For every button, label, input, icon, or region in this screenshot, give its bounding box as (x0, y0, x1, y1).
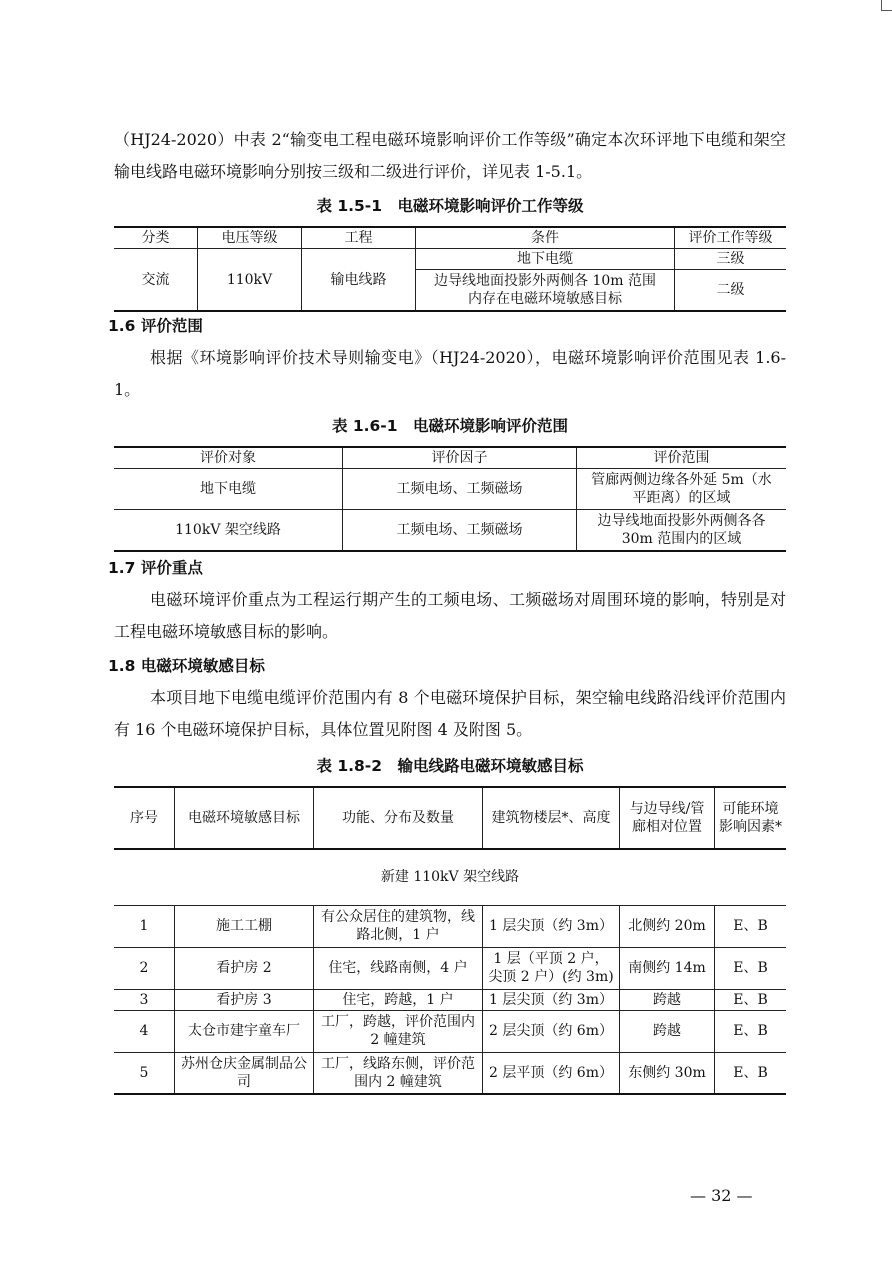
floors-cell: 1 层（平顶 2 户，尖顶 2 户）(约 3m) (483, 947, 620, 989)
header-cell: 评价工作等级 (675, 227, 787, 249)
function-cell: 工厂，跨越，评价范围内 2 幢建筑 (314, 1010, 483, 1052)
table-row (114, 905, 786, 947)
header-cell: 建筑物楼层*、高度 (483, 787, 620, 849)
table-row (114, 249, 786, 270)
floors-cell: 1 层尖顶（约 3m） (483, 989, 620, 1010)
object-cell: 110kV 架空线路 (114, 510, 343, 552)
table1-caption: 表 1.5-1 电磁环境影响评价工作等级 (316, 197, 584, 215)
function-cell: 住宅，跨越，1 户 (314, 989, 483, 1010)
table-row (114, 1010, 786, 1052)
table-row (114, 510, 786, 552)
intro-paragraph: （HJ24-2020）中表 2“输变电工程电磁环境影响评价工作等级”确定本次环评地下电缆和架空输电线路电磁环境影响分别按三级和二级进行评价，详见表 1-5.1。 (114, 130, 786, 181)
floors-cell: 2 层尖顶（约 6m） (483, 1010, 620, 1052)
condition-cell: 边导线地面投影外两侧各 10m 范围内存在电磁环境敏感目标 (416, 270, 675, 312)
table-row (114, 469, 786, 510)
no-cell: 1 (114, 905, 175, 947)
table-row (114, 1052, 786, 1094)
factor-cell: E、B (715, 1010, 787, 1052)
header-cell: 条件 (416, 227, 675, 249)
position-cell: 北侧约 20m (620, 905, 715, 947)
section-heading-1-8: 1.8 电磁环境敏感目标 (108, 657, 265, 675)
factor-cell: 工频电场、工频磁场 (343, 510, 577, 552)
header-cell: 可能环境影响因素* (715, 787, 787, 849)
position-cell: 跨越 (620, 989, 715, 1010)
table-header-row (114, 447, 786, 469)
floors-cell: 1 层尖顶（约 3m） (483, 905, 620, 947)
function-cell: 工厂，线路东侧，评价范围内 2 幢建筑 (314, 1052, 483, 1094)
header-cell: 评价范围 (577, 447, 787, 469)
no-cell: 3 (114, 989, 175, 1010)
range-cell: 管廊两侧边缘各外延 5m（水平距离）的区域 (577, 469, 787, 510)
floors-cell: 2 层平顶（约 6m） (483, 1052, 620, 1094)
section-heading-1-7: 1.7 评价重点 (108, 559, 203, 577)
page-number: — 32 — (690, 1186, 753, 1205)
project-cell: 输电线路 (302, 249, 416, 312)
object-cell: 地下电缆 (114, 469, 343, 510)
no-cell: 2 (114, 947, 175, 989)
factor-cell: E、B (715, 1052, 787, 1094)
table-group-row (114, 849, 786, 905)
position-cell: 南侧约 14m (620, 947, 715, 989)
function-cell: 住宅，线路南侧，4 户 (314, 947, 483, 989)
header-cell: 评价因子 (343, 447, 577, 469)
table3-caption: 表 1.8-2 输电线路电磁环境敏感目标 (316, 757, 584, 775)
target-cell: 看护房 3 (175, 989, 314, 1010)
no-cell: 5 (114, 1052, 175, 1094)
target-cell: 太仓市建宇童车厂 (175, 1010, 314, 1052)
grade-cell: 三级 (675, 249, 787, 270)
target-cell: 施工工棚 (175, 905, 314, 947)
group-label-cell: 新建 110kV 架空线路 (114, 849, 786, 905)
header-cell: 分类 (114, 227, 198, 249)
table-assessment-grade (114, 226, 786, 312)
section17-paragraph: 电磁环境评价重点为工程运行期产生的工频电场、工频磁场对周围环境的影响，特别是对工程电磁环境敏感目标的影响。 (114, 590, 786, 641)
target-cell: 苏州仓庆金属制品公司 (175, 1052, 314, 1094)
header-cell: 工程 (302, 227, 416, 249)
page-corner-mark (881, 0, 892, 11)
factor-cell: 工频电场、工频磁场 (343, 469, 577, 510)
table-assessment-range (114, 446, 786, 552)
no-cell: 4 (114, 1010, 175, 1052)
position-cell: 东侧约 30m (620, 1052, 715, 1094)
table-row (114, 947, 786, 989)
header-cell: 评价对象 (114, 447, 343, 469)
header-cell: 电磁环境敏感目标 (175, 787, 314, 849)
header-cell: 序号 (114, 787, 175, 849)
position-cell: 跨越 (620, 1010, 715, 1052)
category-cell: 交流 (114, 249, 198, 312)
table-sensitive-targets (114, 786, 786, 1095)
factor-cell: E、B (715, 947, 787, 989)
section16-paragraph: 根据《环境影响评价技术导则输变电》（HJ24-2020），电磁环境影响评价范围见表 1.6-1。 (114, 348, 786, 399)
document-page (108, 124, 786, 1095)
section18-paragraph: 本项目地下电缆电缆评价范围内有 8 个电磁环境保护目标，架空输电线路沿线评价范围内有 16 个电磁环境保护目标，具体位置见附图 4 及附图 5。 (114, 688, 786, 739)
table2-caption: 表 1.6-1 电磁环境影响评价范围 (331, 417, 569, 435)
table-row (114, 989, 786, 1010)
header-cell: 电压等级 (198, 227, 302, 249)
voltage-cell: 110kV (198, 249, 302, 312)
factor-cell: E、B (715, 905, 787, 947)
range-cell: 边导线地面投影外两侧各各 30m 范围内的区域 (577, 510, 787, 552)
section-heading-1-6: 1.6 评价范围 (108, 317, 203, 335)
table-header-row (114, 787, 786, 849)
header-cell: 与边导线/管廊相对位置 (620, 787, 715, 849)
grade-cell: 二级 (675, 270, 787, 312)
factor-cell: E、B (715, 989, 787, 1010)
condition-cell: 地下电缆 (416, 249, 675, 270)
target-cell: 看护房 2 (175, 947, 314, 989)
table-header-row (114, 227, 786, 249)
header-cell: 功能、分布及数量 (314, 787, 483, 849)
function-cell: 有公众居住的建筑物，线路北侧，1 户 (314, 905, 483, 947)
